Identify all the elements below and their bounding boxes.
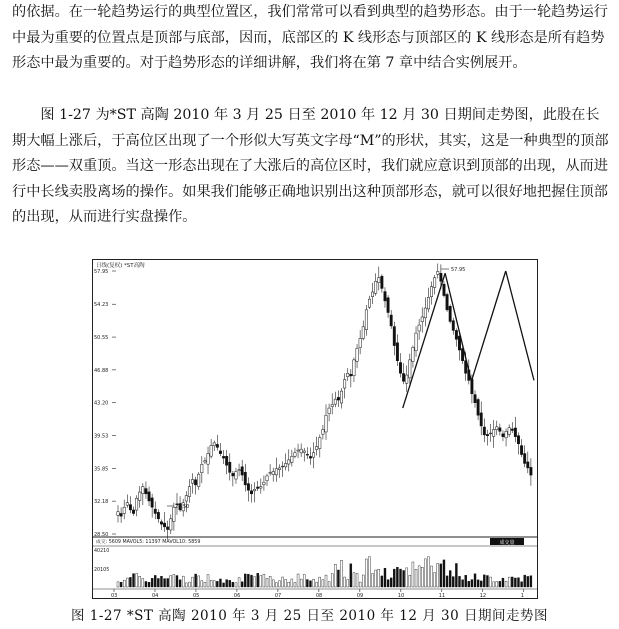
volume-bar bbox=[415, 569, 417, 587]
volume-bar bbox=[517, 578, 519, 587]
volume-bar bbox=[129, 577, 131, 587]
volume-bar bbox=[300, 579, 302, 587]
volume-bar bbox=[396, 567, 398, 587]
candle-body bbox=[368, 299, 370, 307]
volume-bar bbox=[474, 574, 476, 587]
candle-body bbox=[145, 489, 147, 494]
volume-bar bbox=[387, 580, 389, 587]
volume-bar bbox=[164, 579, 166, 587]
volume-bar bbox=[223, 583, 225, 587]
volume-bar bbox=[452, 577, 454, 587]
candle-body bbox=[527, 462, 529, 468]
volume-bar bbox=[350, 564, 352, 587]
candle-body bbox=[219, 451, 221, 454]
candle-body bbox=[334, 399, 336, 404]
candle-body bbox=[381, 276, 383, 288]
volume-bar bbox=[170, 576, 172, 587]
candle-body bbox=[399, 363, 401, 374]
y-tick-label: 39.53 bbox=[94, 433, 109, 440]
candle-body bbox=[480, 413, 482, 426]
candle-body bbox=[384, 292, 386, 301]
candle-body bbox=[409, 360, 411, 378]
volume-bar bbox=[319, 577, 321, 587]
candle-body bbox=[449, 306, 451, 321]
volume-bar bbox=[458, 576, 460, 587]
volume-bar bbox=[344, 577, 346, 587]
candle-body bbox=[412, 347, 414, 361]
volume-bar bbox=[269, 576, 271, 587]
candle-body bbox=[281, 466, 283, 467]
volume-bar bbox=[341, 560, 343, 587]
candle-body bbox=[455, 330, 457, 339]
volume-bar bbox=[275, 583, 277, 587]
candle-body bbox=[477, 400, 479, 416]
candle-body bbox=[443, 284, 445, 295]
x-tick-label: 09 bbox=[356, 593, 364, 599]
volume-bar bbox=[238, 578, 240, 587]
candle-body bbox=[492, 430, 494, 437]
candle-body bbox=[483, 427, 485, 435]
volume-bar bbox=[409, 575, 411, 587]
volume-bar bbox=[359, 582, 361, 587]
volume-bar bbox=[375, 570, 377, 587]
volume-bar bbox=[148, 582, 150, 587]
candle-body bbox=[396, 343, 398, 361]
candle-body bbox=[350, 374, 352, 376]
volume-bar bbox=[384, 568, 386, 587]
stock-chart bbox=[92, 259, 538, 599]
volume-bar bbox=[368, 557, 370, 587]
candle-body bbox=[235, 471, 237, 479]
volume-bar bbox=[530, 576, 532, 587]
candle-body bbox=[499, 428, 501, 431]
candle-body bbox=[275, 469, 277, 475]
candle-body bbox=[229, 462, 231, 472]
volume-bar bbox=[185, 583, 187, 587]
candle-body bbox=[185, 496, 187, 501]
candle-body bbox=[257, 487, 259, 488]
volume-bar bbox=[151, 578, 153, 587]
volume-bar bbox=[145, 581, 147, 587]
volume-bar bbox=[527, 576, 529, 587]
volume-bar bbox=[120, 582, 122, 587]
candle-body bbox=[356, 348, 358, 361]
volume-bar bbox=[468, 581, 470, 587]
volume-bar bbox=[123, 580, 125, 587]
volume-bar bbox=[117, 582, 119, 587]
candle-body bbox=[374, 281, 376, 293]
candle-body bbox=[222, 456, 224, 458]
volume-bar bbox=[424, 559, 426, 587]
candle-body bbox=[496, 427, 498, 430]
volume-bar bbox=[226, 580, 228, 587]
x-tick-label: 1 bbox=[520, 593, 524, 599]
volume-bar bbox=[309, 581, 311, 587]
candle-body bbox=[294, 453, 296, 457]
volume-bar bbox=[490, 577, 492, 587]
volume-bar bbox=[167, 578, 169, 587]
volume-bar bbox=[381, 576, 383, 587]
candle-body bbox=[343, 380, 345, 389]
volume-bar bbox=[514, 578, 516, 587]
candle-body bbox=[260, 487, 262, 488]
y-tick-label: 35.85 bbox=[94, 466, 109, 473]
candle-body bbox=[123, 507, 125, 513]
candle-body bbox=[530, 467, 532, 475]
y-tick-label: 54.23 bbox=[94, 302, 109, 309]
candle-body bbox=[319, 438, 321, 449]
volume-bar bbox=[306, 580, 308, 587]
volume-bar bbox=[499, 581, 501, 587]
high-annotation: 57.95 bbox=[451, 267, 466, 273]
candle-body bbox=[151, 498, 153, 507]
volume-bar bbox=[521, 582, 523, 587]
volume-bar bbox=[257, 573, 259, 587]
candle-body bbox=[188, 487, 190, 497]
volume-bar bbox=[288, 582, 290, 587]
volume-bar bbox=[325, 575, 327, 587]
volume-axis-label: 40210 bbox=[94, 549, 110, 554]
y-tick-label: 43.20 bbox=[94, 400, 109, 407]
candle-body bbox=[269, 472, 271, 473]
candle-body bbox=[474, 395, 476, 403]
y-tick-label: 28.50 bbox=[94, 532, 109, 538]
volume-bar bbox=[188, 582, 190, 587]
candle-body bbox=[514, 428, 516, 437]
candle-body bbox=[272, 471, 274, 474]
candle-body bbox=[253, 489, 255, 491]
volume-bar bbox=[260, 575, 262, 587]
candle-body bbox=[406, 375, 408, 383]
volume-bar bbox=[337, 570, 339, 587]
candle-body bbox=[163, 523, 165, 527]
volume-bar bbox=[254, 577, 256, 587]
candle-body bbox=[489, 433, 491, 434]
volume-bar bbox=[462, 580, 464, 587]
volume-bar bbox=[483, 575, 485, 587]
candle-body bbox=[170, 519, 172, 530]
volume-bar bbox=[418, 566, 420, 587]
volume-bar bbox=[176, 576, 178, 587]
candle-body bbox=[430, 287, 432, 297]
volume-bar bbox=[142, 579, 144, 587]
candle-body bbox=[232, 473, 234, 476]
candle-body bbox=[126, 503, 128, 505]
volume-bar bbox=[502, 578, 504, 587]
candle-body bbox=[418, 325, 420, 331]
y-tick-label: 57.95 bbox=[94, 269, 109, 275]
candle-body bbox=[508, 428, 510, 435]
volume-bar bbox=[471, 580, 473, 587]
candle-body bbox=[365, 310, 367, 330]
candle-body bbox=[306, 454, 308, 455]
volume-bar bbox=[235, 583, 237, 587]
candle-body bbox=[331, 405, 333, 407]
candle-body bbox=[421, 317, 423, 322]
candle-body bbox=[502, 434, 504, 437]
paragraph-1: 的依据。在一轮趋势运行的典型位置区，我们常常可以看到典型的趋势形态。由于一轮趋势运行中最为重要的位置点是顶部与底部，因而，底部区的 K 线形态与顶部区的 K 线形态是所有趋势形态中最为重要的。对于趋势形态的详细讲解，我们将在第 7 章中结合实例展开。 bbox=[12, 4, 608, 71]
chart-header-text: 日线(复权) *ST高陶 bbox=[96, 263, 145, 269]
candle-body bbox=[452, 321, 454, 331]
candle-body bbox=[511, 429, 513, 430]
candle-body bbox=[247, 484, 249, 491]
volume-bar bbox=[437, 564, 439, 587]
volume-bar bbox=[294, 582, 296, 587]
x-tick-label: 07 bbox=[274, 593, 282, 599]
volume-bar bbox=[216, 581, 218, 587]
x-tick-label: 10 bbox=[397, 593, 405, 599]
volume-legend: 成交: 5609 MAVOL5: 11397 MAVOL10: 5859 bbox=[96, 540, 201, 545]
candle-body bbox=[446, 294, 448, 309]
figure-caption: 图 1-27 *ST 高陶 2010 年 3 月 25 日至 2010 年 12 月 30 日期间走势图 bbox=[70, 608, 549, 624]
candle-body bbox=[387, 298, 389, 313]
candle-body bbox=[505, 431, 507, 438]
candle-body bbox=[157, 512, 159, 518]
x-tick-label: 05 bbox=[192, 593, 200, 599]
volume-bar bbox=[455, 563, 457, 587]
volume-bar bbox=[328, 582, 330, 587]
candle-body bbox=[440, 273, 442, 281]
candle-body bbox=[433, 278, 435, 288]
candle-body bbox=[393, 327, 395, 346]
x-tick-label: 04 bbox=[151, 593, 159, 599]
candle-body bbox=[194, 480, 196, 485]
volume-bar bbox=[250, 575, 252, 587]
candle-body bbox=[266, 476, 268, 481]
candle-body bbox=[132, 510, 134, 513]
volume-bar bbox=[465, 575, 467, 587]
chart-frame bbox=[93, 260, 538, 599]
volume-bar bbox=[210, 580, 212, 587]
candle-body bbox=[160, 522, 162, 524]
candle-body bbox=[353, 360, 355, 376]
volume-bar bbox=[297, 574, 299, 587]
candle-body bbox=[284, 463, 286, 466]
candle-body bbox=[142, 487, 144, 494]
volume-bar bbox=[356, 573, 358, 587]
y-tick-label: 32.18 bbox=[94, 499, 109, 506]
x-tick-label: 12 bbox=[479, 593, 487, 599]
volume-bar bbox=[406, 568, 408, 587]
volume-bar bbox=[179, 580, 181, 587]
volume-bar bbox=[303, 574, 305, 587]
candle-body bbox=[390, 315, 392, 326]
volume-bar bbox=[362, 575, 364, 587]
chart-svg bbox=[92, 259, 538, 599]
volume-bar bbox=[136, 573, 138, 587]
volume-bar bbox=[263, 574, 265, 587]
volume-bar bbox=[198, 576, 200, 587]
candle-body bbox=[198, 474, 200, 486]
volume-bar bbox=[427, 557, 429, 587]
candle-body bbox=[300, 449, 302, 453]
candle-body bbox=[340, 391, 342, 403]
volume-bar bbox=[207, 575, 209, 587]
candle-body bbox=[362, 327, 364, 339]
candle-body bbox=[207, 454, 209, 465]
volume-bar bbox=[372, 574, 374, 587]
candle-body bbox=[328, 408, 330, 414]
candle-body bbox=[486, 434, 488, 435]
volume-bar bbox=[213, 581, 215, 587]
volume-bar bbox=[316, 582, 318, 587]
volume-bar bbox=[241, 582, 243, 587]
candle-body bbox=[517, 436, 519, 444]
volume-bar bbox=[173, 574, 175, 587]
x-tick-label: 06 bbox=[233, 593, 241, 599]
volume-bar bbox=[272, 580, 274, 587]
volume-bar bbox=[139, 576, 141, 587]
volume-bar bbox=[266, 578, 268, 587]
candle-body bbox=[204, 461, 206, 462]
candle-body bbox=[129, 505, 131, 510]
candle-body bbox=[241, 467, 243, 475]
volume-bar bbox=[334, 564, 336, 587]
y-tick-label: 46.88 bbox=[94, 367, 109, 374]
candle-body bbox=[371, 292, 373, 297]
volume-bar bbox=[322, 580, 324, 587]
volume-bar bbox=[511, 577, 513, 587]
candle-body bbox=[238, 470, 240, 471]
volume-bar bbox=[331, 574, 333, 587]
volume-bar bbox=[126, 578, 128, 587]
volume-bar bbox=[421, 567, 423, 587]
candle-body bbox=[213, 443, 215, 446]
volume-bar bbox=[285, 580, 287, 587]
volume-bar bbox=[244, 574, 246, 587]
volume-bar bbox=[192, 577, 194, 587]
candle-body bbox=[378, 278, 380, 283]
candle-body bbox=[216, 444, 218, 447]
candle-body bbox=[402, 374, 404, 382]
volume-button-label: 成交量 bbox=[499, 540, 515, 546]
volume-bar bbox=[443, 560, 445, 587]
candle-body bbox=[297, 450, 299, 451]
volume-mid-label: 20105 bbox=[94, 568, 110, 573]
x-tick-label: 08 bbox=[315, 593, 323, 599]
candle-body bbox=[523, 454, 525, 464]
x-tick-label: 03 bbox=[111, 593, 118, 599]
candle-body bbox=[263, 482, 265, 484]
candle-body bbox=[120, 514, 122, 517]
volume-bar bbox=[400, 569, 402, 587]
volume-bar bbox=[480, 581, 482, 587]
volume-bar bbox=[440, 564, 442, 587]
volume-bar bbox=[431, 566, 433, 587]
candle-body bbox=[288, 460, 290, 464]
candle-body bbox=[347, 373, 349, 376]
paragraph-2: 图 1-27 为*ST 高陶 2010 年 3 月 25 日至 2010 年 12 月 30 日期间走势图，此股在长期大幅上涨后，于高位区出现了一个形似大写英文字母“M”的形状，其实，这是一种典型的顶部形态——双重顶。当这一形态出现在了大涨后的高位区时，我们就应意识到顶部的出现，从而进行中长线卖股离场的操作。如果我们能够正确地识别出这种顶部形态，就可以很好地把握住顶部的出现，从而进行实盘操作。 bbox=[12, 107, 609, 225]
volume-bar bbox=[390, 578, 392, 587]
volume-bar bbox=[157, 578, 159, 587]
candle-body bbox=[166, 527, 168, 530]
candle-body bbox=[424, 308, 426, 318]
volume-bar bbox=[229, 580, 231, 587]
volume-bar bbox=[496, 582, 498, 587]
volume-bar bbox=[353, 573, 355, 587]
candle-body bbox=[250, 491, 252, 494]
volume-bar bbox=[219, 579, 221, 587]
x-tick-label: 11 bbox=[438, 593, 446, 599]
volume-bar bbox=[524, 575, 526, 587]
volume-bar bbox=[412, 562, 414, 587]
volume-bar bbox=[365, 559, 367, 587]
volume-bar bbox=[232, 582, 234, 587]
candle-body bbox=[309, 456, 311, 458]
candle-body bbox=[303, 451, 305, 453]
candle-body bbox=[359, 338, 361, 347]
candle-body bbox=[415, 333, 417, 351]
volume-bar bbox=[505, 581, 507, 587]
candle-body bbox=[291, 456, 293, 462]
candle-body bbox=[154, 509, 156, 513]
candle-body bbox=[139, 492, 141, 500]
candle-body bbox=[278, 468, 280, 470]
candle-body bbox=[244, 472, 246, 485]
volume-bar bbox=[493, 582, 495, 587]
volume-bar bbox=[291, 579, 293, 587]
volume-bar bbox=[204, 582, 206, 587]
volume-bar bbox=[403, 570, 405, 587]
low-annotation: 28.50 bbox=[175, 504, 190, 510]
volume-bar bbox=[393, 569, 395, 587]
volume-bar bbox=[154, 575, 156, 587]
volume-bar bbox=[486, 575, 488, 587]
candle-body bbox=[520, 446, 522, 455]
volume-bar bbox=[201, 581, 203, 587]
candle-body bbox=[135, 498, 137, 510]
candle-body bbox=[210, 446, 212, 457]
volume-bar bbox=[446, 576, 448, 587]
volume-bar bbox=[160, 576, 162, 587]
volume-bar bbox=[347, 580, 349, 587]
candle-body bbox=[337, 397, 339, 400]
candle-body bbox=[312, 453, 314, 457]
volume-bar bbox=[182, 576, 184, 587]
volume-bar bbox=[247, 574, 249, 587]
candle-body bbox=[427, 297, 429, 309]
candle-body bbox=[437, 271, 439, 274]
y-tick-label: 50.55 bbox=[94, 335, 109, 342]
candle-body bbox=[322, 430, 324, 435]
volume-bar bbox=[477, 580, 479, 587]
candle-body bbox=[315, 446, 317, 449]
volume-bar bbox=[133, 574, 135, 587]
candle-body bbox=[201, 464, 203, 472]
volume-bar bbox=[378, 569, 380, 587]
volume-bar bbox=[195, 574, 197, 587]
candle-body bbox=[191, 480, 193, 484]
volume-bar bbox=[508, 577, 510, 587]
volume-bar bbox=[434, 573, 436, 587]
volume-bar bbox=[282, 577, 284, 587]
candle-body bbox=[325, 415, 327, 432]
volume-bar bbox=[313, 579, 315, 587]
candle-body bbox=[225, 456, 227, 465]
candle-body bbox=[148, 492, 150, 501]
candle-body bbox=[117, 512, 119, 516]
volume-bar bbox=[449, 571, 451, 587]
volume-bar bbox=[278, 581, 280, 587]
